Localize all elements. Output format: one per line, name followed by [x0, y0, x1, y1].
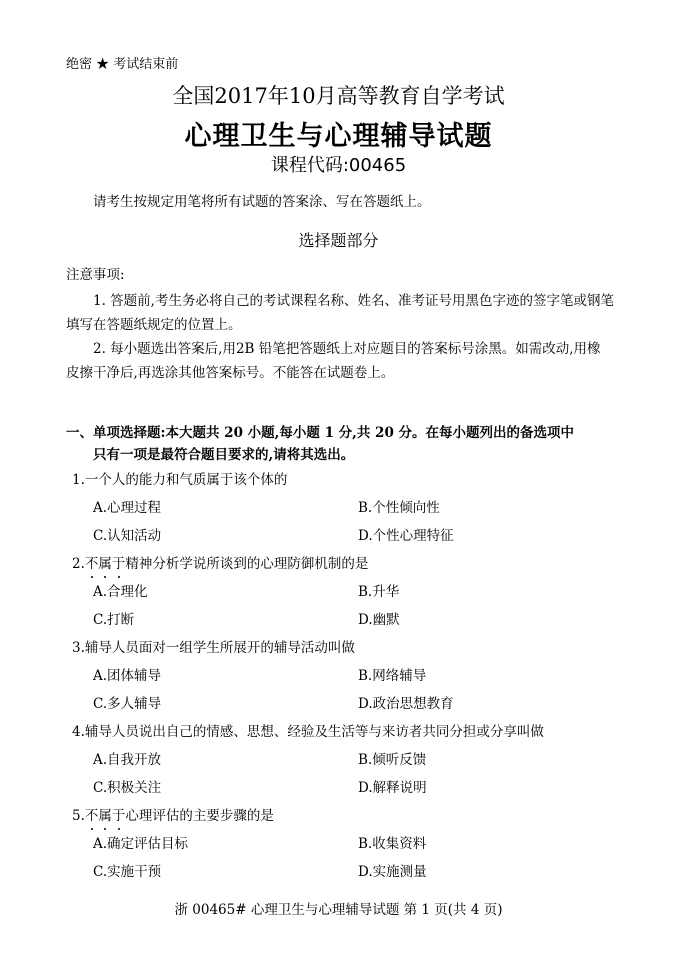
emphasis-char: 属	[98, 808, 112, 824]
question-4-option-c: C.积极关注	[93, 780, 162, 796]
note-2-line-1: 2. 每小题选出答案后,用2B 铅笔把答题纸上对应题目的答案标号涂黑。如需改动,用橡	[93, 341, 601, 357]
question-2-option-d: D.幽默	[358, 612, 400, 628]
question-2-option-b: B.升华	[358, 584, 400, 600]
question-4-option-d: D.解释说明	[358, 780, 427, 796]
notes-heading: 注意事项:	[66, 267, 125, 283]
question-5-stem-text: 心理评估的主要步骤的是	[125, 808, 274, 824]
question-5-option-b: B.收集资料	[358, 836, 427, 852]
secret-label: 绝密 ★ 考试结束前	[66, 57, 179, 72]
question-1-option-a: A.心理过程	[93, 500, 162, 516]
question-1-option-b: B.个性倾向性	[358, 500, 440, 516]
question-5-option-c: C.实施干预	[93, 864, 162, 880]
question-2-number: 2.	[72, 556, 85, 572]
question-2-stem	[72, 552, 368, 572]
question-4-option-b: B.倾听反馈	[358, 752, 427, 768]
question-5-stem	[72, 804, 274, 824]
emphasis-char: 属	[98, 556, 112, 572]
part-1-instruction-line-1: 一、单项选择题:本大题共 20 小题,每小题 1 分,共 20 分。在每小题列出的备选项中	[66, 425, 575, 441]
section-heading: 选择题部分	[298, 231, 379, 250]
note-1-line-2: 填写在答题纸规定的位置上。	[66, 317, 242, 333]
question-3-stem: 3.辅导人员面对一组学生所展开的辅导活动叫做	[72, 640, 355, 656]
question-5-option-d: D.实施测量	[358, 864, 427, 880]
question-3-option-b: B.网络辅导	[358, 668, 427, 684]
course-code: 课程代码:00465	[270, 155, 407, 176]
question-4-stem: 4.辅导人员说出自己的情感、思想、经验及生活等与来访者共同分担或分享叫做	[72, 724, 544, 740]
question-3-option-d: D.政治思想教育	[358, 696, 454, 712]
question-3-option-c: C.多人辅导	[93, 696, 162, 712]
exam-title: 全国2017年10月高等教育自学考试	[172, 84, 505, 108]
question-2-option-c: C.打断	[93, 612, 135, 628]
question-1-stem: 1.一个人的能力和气质属于该个体的	[72, 472, 288, 488]
question-2-option-a: A.合理化	[93, 584, 148, 600]
emphasis-char: 于	[111, 808, 126, 824]
emphasis-char: 不	[84, 808, 99, 824]
emphasis-char: 于	[111, 556, 126, 572]
part-1-instruction-line-2: 只有一项是最符合题目要求的,请将其选出。	[93, 447, 355, 463]
question-1-option-d: D.个性心理特征	[358, 528, 454, 544]
subject-title: 心理卫生与心理辅导试题	[184, 121, 493, 152]
question-4-option-a: A.自我开放	[93, 752, 162, 768]
question-5-option-a: A.确定评估目标	[93, 836, 189, 852]
note-2-line-2: 皮擦干净后,再选涂其他答案标号。不能答在试题卷上。	[66, 365, 395, 381]
note-1-line-1: 1. 答题前,考生务必将自己的考试课程名称、姓名、准考证号用黑色字迹的签字笔或钢笔	[93, 293, 614, 309]
emphasis-char: 不	[84, 556, 99, 572]
question-3-option-a: A.团体辅导	[93, 668, 162, 684]
question-1-option-c: C.认知活动	[93, 528, 162, 544]
answer-instruction: 请考生按规定用笔将所有试题的答案涂、写在答题纸上。	[93, 194, 431, 210]
question-2-stem-text: 精神分析学说所谈到的心理防御机制的是	[125, 556, 369, 572]
question-5-number: 5.	[72, 808, 85, 824]
page-footer: 浙 00465# 心理卫生与心理辅导试题 第 1 页(共 4 页)	[174, 902, 503, 918]
